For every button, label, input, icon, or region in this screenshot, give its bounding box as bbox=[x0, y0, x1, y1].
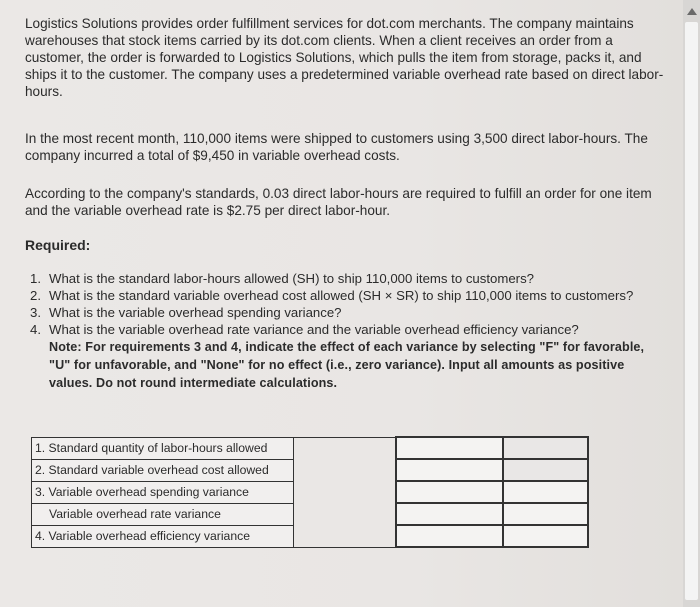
effect-select[interactable] bbox=[503, 503, 588, 525]
amount-input[interactable] bbox=[396, 437, 503, 459]
vertical-scrollbar[interactable] bbox=[683, 0, 700, 607]
required-heading: Required: bbox=[25, 237, 91, 253]
question-item bbox=[30, 287, 660, 304]
row-spacer bbox=[293, 525, 396, 547]
question-text: What is the variable overhead spending variance? bbox=[49, 305, 342, 320]
row-label: 1. Standard quantity of labor-hours allowed bbox=[32, 437, 294, 459]
scrollbar-thumb[interactable] bbox=[685, 22, 698, 600]
row-spacer bbox=[293, 503, 396, 525]
amount-input[interactable] bbox=[396, 525, 503, 547]
row-label: 2. Standard variable overhead cost allowed bbox=[32, 459, 294, 481]
row-label: 3. Variable overhead spending variance bbox=[32, 481, 294, 503]
question-text: What is the standard variable overhead cost allowed (SH × SR) to ship 110,000 items to customers? bbox=[49, 288, 634, 303]
question-item bbox=[30, 270, 660, 287]
effect-cell bbox=[503, 459, 588, 481]
row-spacer bbox=[293, 459, 396, 481]
amount-input[interactable] bbox=[396, 459, 503, 481]
answer-table bbox=[31, 436, 589, 548]
effect-select[interactable] bbox=[503, 525, 588, 547]
table-row bbox=[32, 459, 589, 481]
row-label: Variable overhead rate variance bbox=[32, 503, 294, 525]
question-number: 2. bbox=[30, 288, 41, 303]
question-item bbox=[30, 321, 660, 392]
question-item bbox=[30, 304, 660, 321]
table-row bbox=[32, 503, 589, 525]
effect-select[interactable] bbox=[503, 481, 588, 503]
effect-cell bbox=[503, 437, 588, 459]
question-number: 3. bbox=[30, 305, 41, 320]
question-text: What is the standard labor-hours allowed (SH) to ship 110,000 items to customers? bbox=[49, 271, 534, 286]
questions-list bbox=[30, 270, 660, 392]
scenario-paragraph: Logistics Solutions provides order fulfillment services for dot.com merchants. The company maintains warehouses that stock items carried by its dot.com clients. When a client receives an order from a customer, the order is forwarded to Logistics Solutions, which pulls the item from storage, packs it, and ships it to the customer. The company uses a predetermined variable overhead rate based on direct labor-hours. bbox=[25, 16, 664, 99]
question-number: 4. bbox=[30, 322, 41, 337]
question-text: What is the variable overhead rate variance and the variable overhead efficiency variance? bbox=[49, 322, 579, 337]
table-row bbox=[32, 437, 589, 459]
table-row bbox=[32, 481, 589, 503]
row-spacer bbox=[293, 481, 396, 503]
question-number: 1. bbox=[30, 271, 41, 286]
table-row bbox=[32, 525, 589, 547]
scroll-up-arrow-icon[interactable] bbox=[687, 8, 697, 15]
instructions-note: Note: For requirements 3 and 4, indicate the effect of each variance by selecting "F" for favorable, "U" for unfavorable, and "None" for no effect (i.e., zero variance). Input all amounts as positive values. Do not round intermediate calculations. bbox=[49, 340, 645, 390]
row-label: 4. Variable overhead efficiency variance bbox=[32, 525, 294, 547]
amount-input[interactable] bbox=[396, 481, 503, 503]
row-spacer bbox=[293, 437, 396, 459]
standards-paragraph: According to the company's standards, 0.03 direct labor-hours are required to fulfill an order for one item and the variable overhead rate is $2.75 per direct labor-hour. bbox=[25, 186, 652, 218]
monthly-data-paragraph: In the most recent month, 110,000 items were shipped to customers using 3,500 direct labor-hours. The company incurred a total of $9,450 in variable overhead costs. bbox=[25, 131, 648, 163]
amount-input[interactable] bbox=[396, 503, 503, 525]
